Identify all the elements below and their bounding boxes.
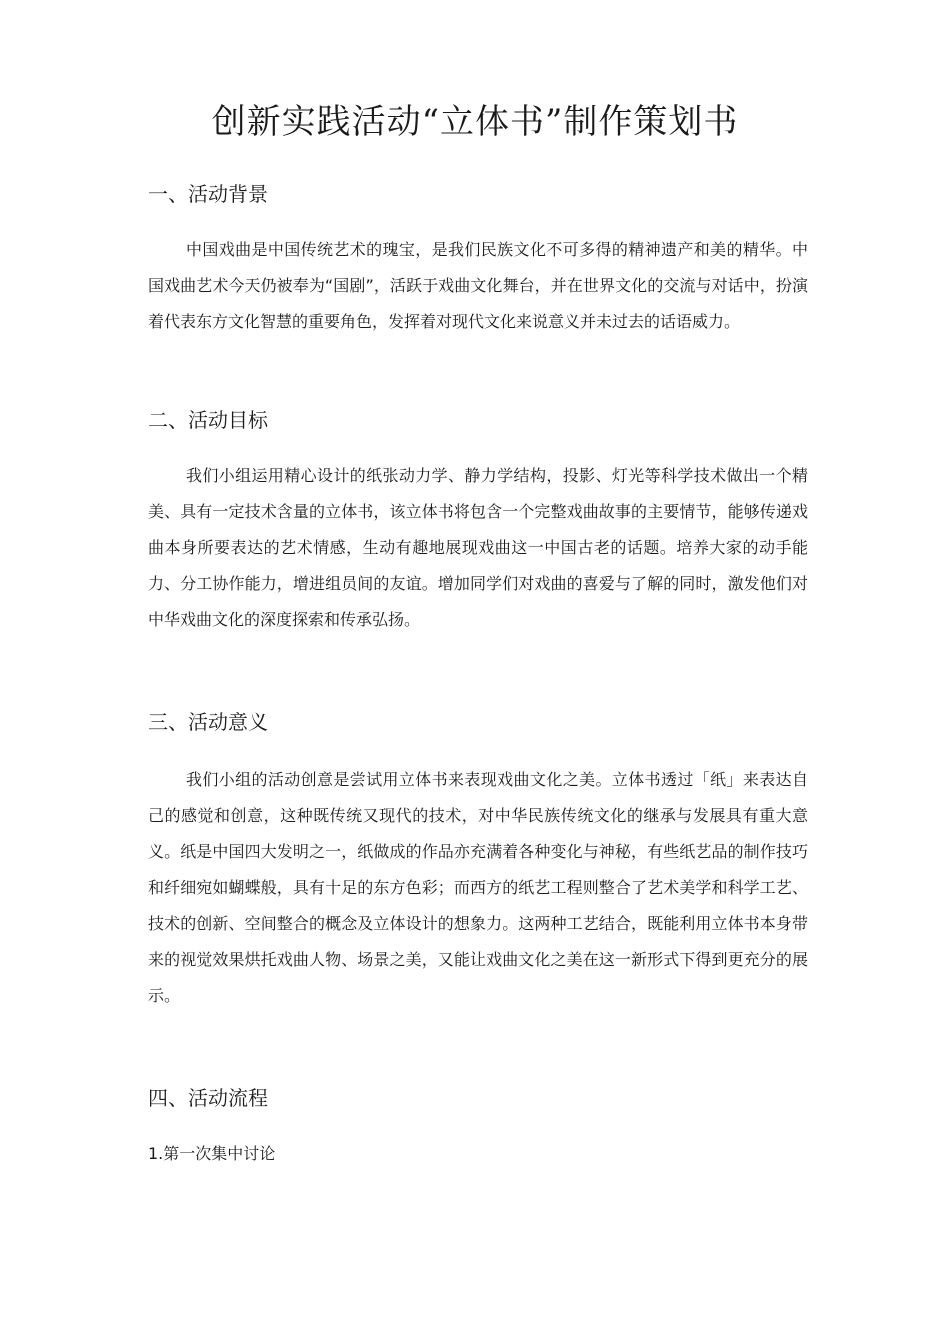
section-paragraph-significance: 我们小组的活动创意是尝试用立体书来表现戏曲文化之美。立体书透过「纸」来表达自己的感觉和创意，这种既传统又现代的技术，对中华民族传统文化的继承与发展具有重大意义。纸是中国四大发明之一，纸做成的作品亦充满着各种变化与神秘，有些纸艺品的制作技巧和纤细宛如蝴蝶般，具有十足的东方色彩；而西方的纸艺工程则整合了艺术美学和科学工艺、技术的创新、空间整合的概念及立体设计的想象力。这两种工艺结合，既能利用立体书本身带来的视觉效果烘托戏曲人物、场景之美，又能让戏曲文化之美在这一新形式下得到更充分的展示。 xyxy=(148,770,808,1005)
section-paragraph-background: 中国戏曲是中国传统艺术的瑰宝，是我们民族文化不可多得的精神遗产和美的精华。中国戏曲艺术今天仍被奉为“国剧”，活跃于戏曲文化舞台，并在世界文化的交流与对话中，扮演着代表东方文化智慧的重要角色，发挥着对现代文化来说意义并未过去的话语威力。 xyxy=(148,240,808,331)
section-heading-goals: 二、活动目标 xyxy=(148,408,268,432)
section-heading-background: 一、活动背景 xyxy=(148,182,268,206)
document-title: 创新实践活动“立体书”制作策划书 xyxy=(211,102,739,142)
section-heading-process: 四、活动流程 xyxy=(148,1086,268,1110)
section-paragraph-goals: 我们小组运用精心设计的纸张动力学、静力学结构，投影、灯光等科学技术做出一个精美、具有一定技术含量的立体书，该立体书将包含一个完整戏曲故事的主要情节，能够传递戏曲本身所要表达的艺术情感，生动有趣地展现戏曲这一中国古老的话题。培养大家的动手能力、分工协作能力，增进组员间的友谊。增加同学们对戏曲的喜爱与了解的同时，激发他们对中华戏曲文化的深度探索和传承弘扬。 xyxy=(148,466,808,629)
process-step-1: 1.第一次集中讨论 xyxy=(148,1144,276,1163)
section-heading-significance: 三、活动意义 xyxy=(148,710,268,734)
